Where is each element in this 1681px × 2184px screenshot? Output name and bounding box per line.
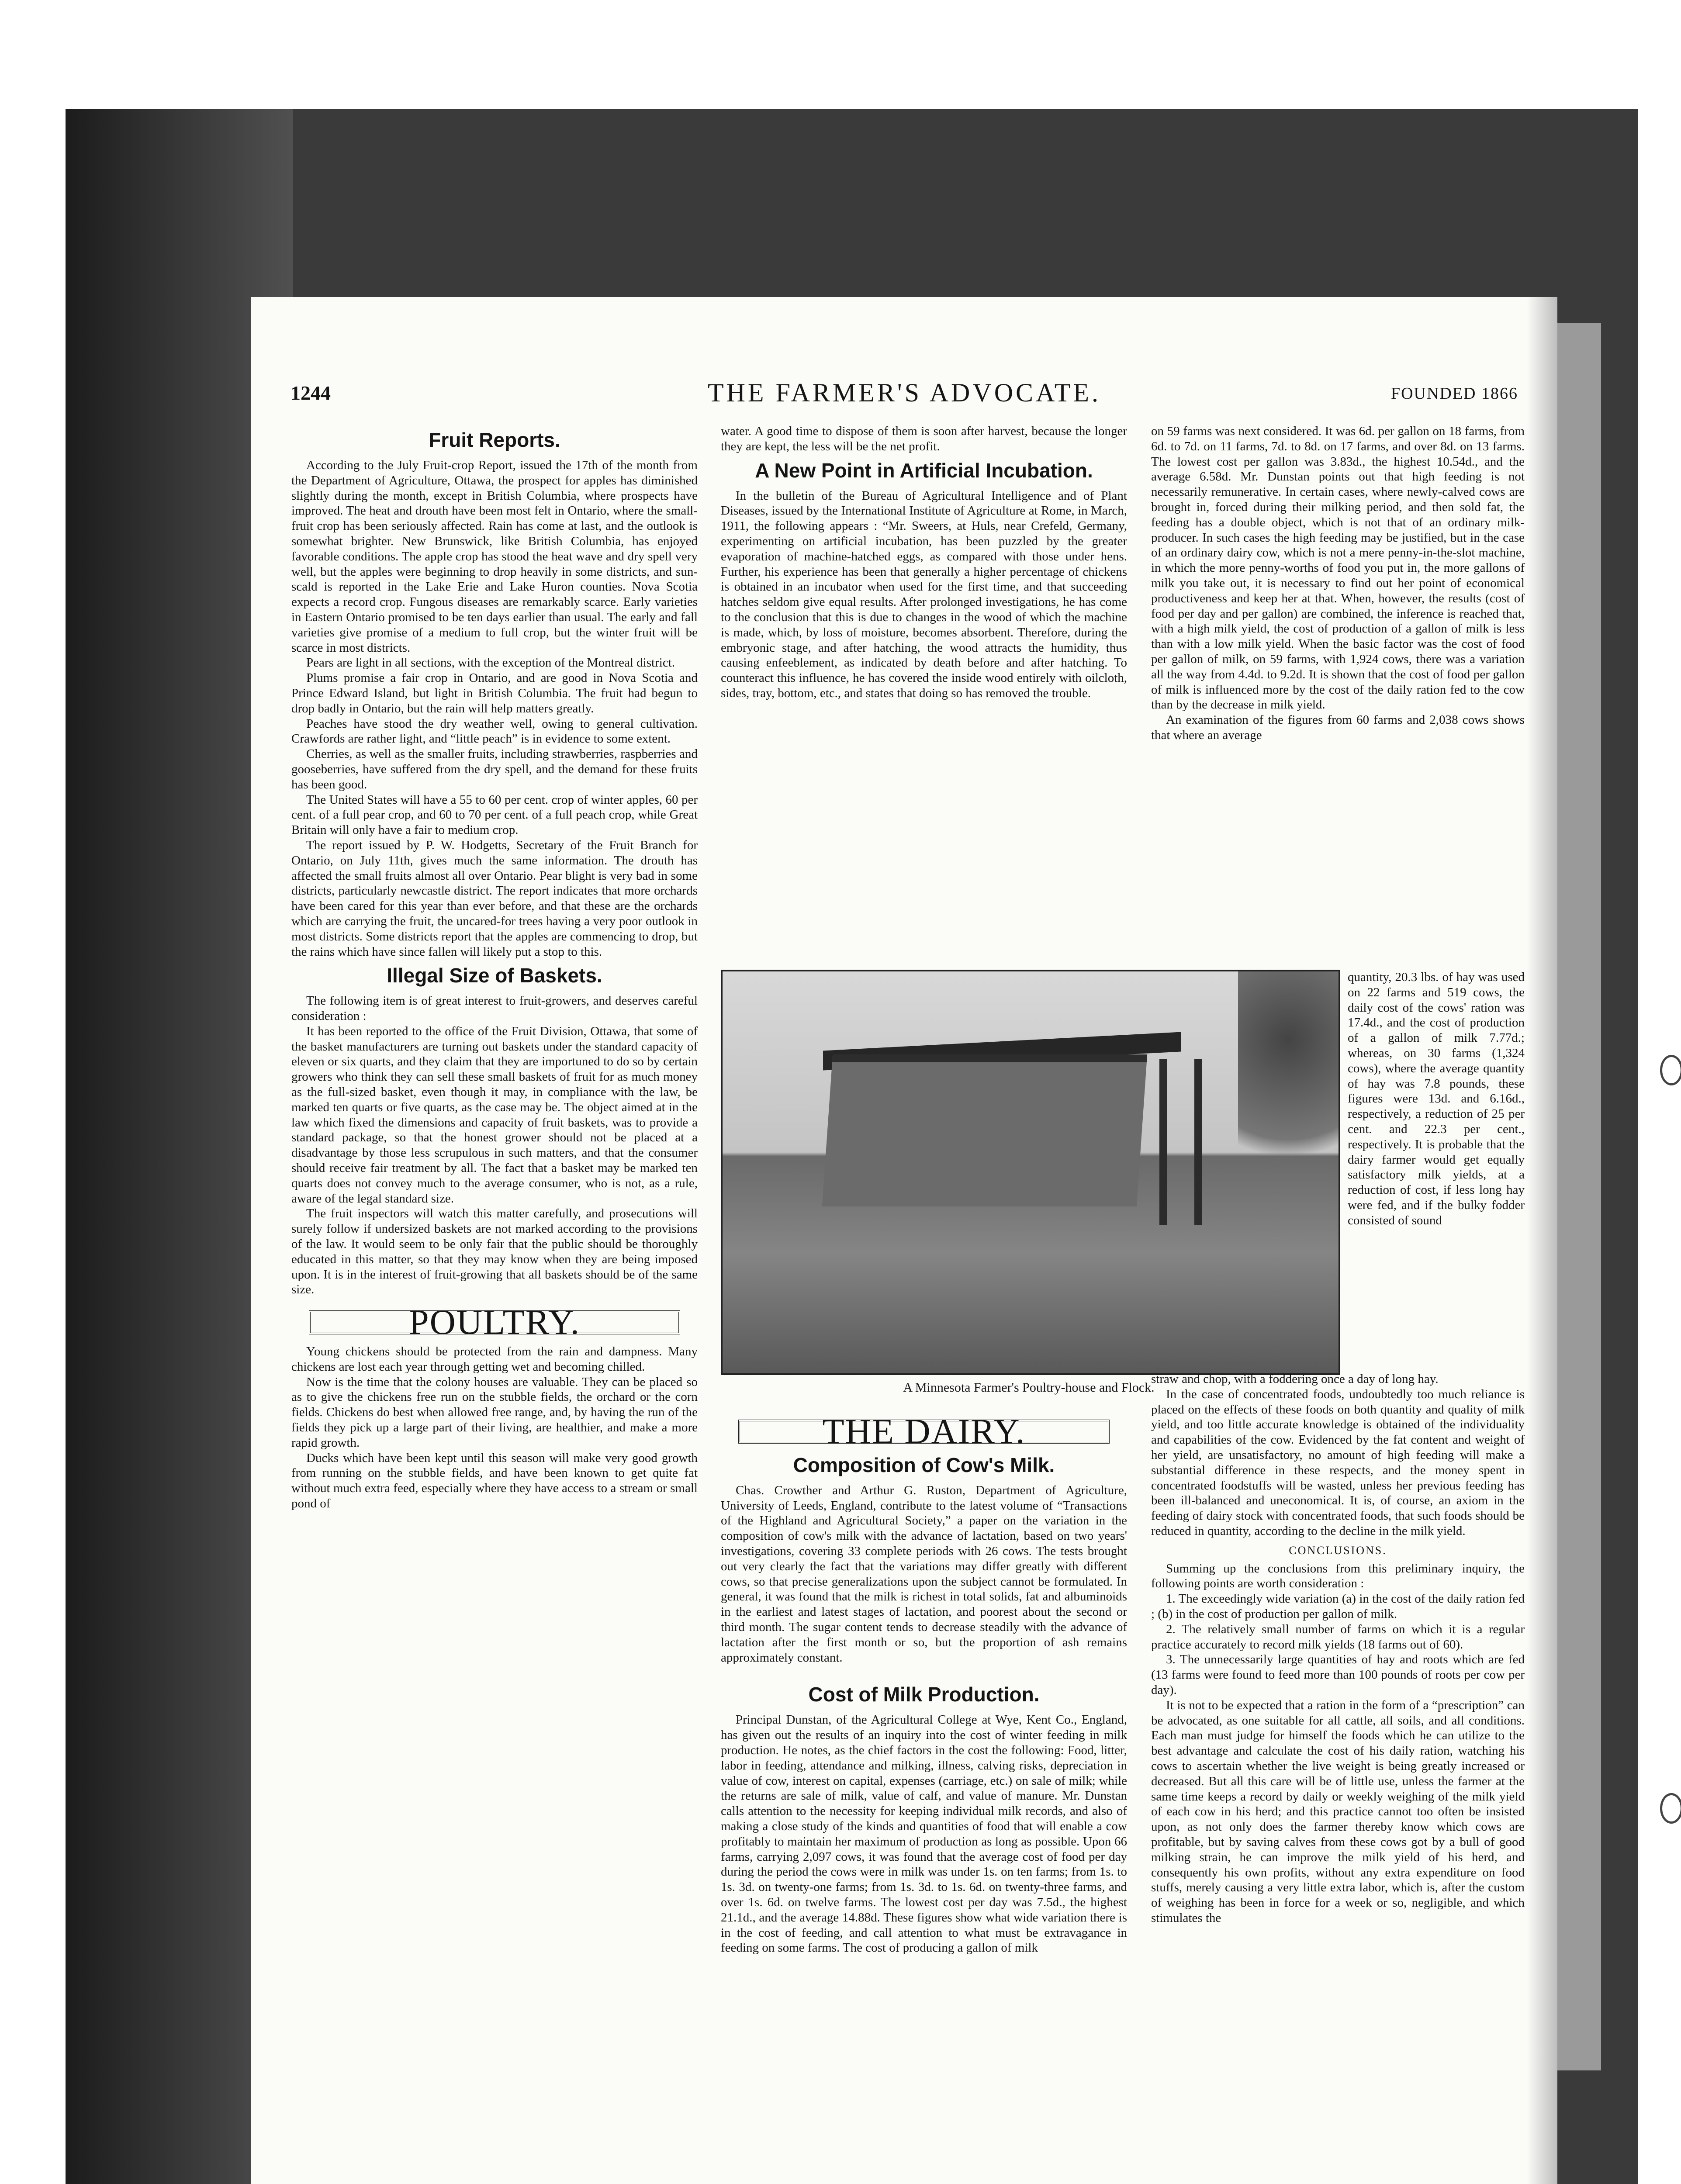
paragraph: straw and chop, with a foddering once a day of long hay. (1151, 1372, 1439, 1386)
paragraph: The fruit inspectors will watch this matter carefully, and prosecutions will surely follow if undersized baskets are not marked according to the provisions of the law. It would seem to be only fair that the public should be thoroughly educated in this matter, so that they may know when they are being imposed upon. It is in the interest of fruit-growing that all baskets should be of the same size. (291, 1206, 698, 1297)
column-2-top (721, 424, 1127, 701)
paragraph: Young chickens should be protected from the rain and dampness. Many chickens are lost each year through getting wet and becoming chilled. (291, 1344, 698, 1374)
page-edge-strip (1557, 323, 1601, 2070)
paragraph: on 59 farms was next considered. It was 6d. per gallon on 18 farms, from 6d. to 7d. on 11 farms, 7d. to 8d. on 17 farms, and over 8d. on 13 farms. The lowest cost per gallon was 3.83d., the highest 10.54d., and the average 6.58d. Mr. Dunstan points out that high feeding is not necessarily remunerative. In certain cases, where newly-calved cows are brought in, forced during their milking period, and then sold fat, the feeding has a double object, which is not that of an ordinary milk-producer. In such cases the high feeding may be justified, but in the case of an ordinary dairy cow, which is not a mere penny-in-the-slot machine, in which the more penny-worths of food you put in, the more gallons of milk you take out, it is necessary to find out her point of economical productiveness and keep her at that. When, however, the results (cost of food per day and per gallon) are combined, the inference is reached that, with a high milk yield, the cost of production of a gallon of milk is less than with a low milk yield. When the basic factor was the cost of food per gallon of milk, on 59 farms, with 1,924 cows, there was a variation all the way from 4.4d. to 9.2d. It is shown that the cost of food per gallon of milk is influenced more by the cost of the daily ration fed to the cow than by the decrease in milk yield. (1151, 424, 1525, 712)
section-title-dairy: THE DAIRY. (738, 1420, 1110, 1444)
paragraph: It is not to be expected that a ration in the form of a “prescription” can be advocated, as one suitable for all cattle, all soils, and all conditions. Each man must judge for himself the foods which he can utilize to the best advantage and calculate the cost of his daily ration, watching his cows to ascertain whether the live weight is being greatly increased or decreased. But all this care will be of little use, unless the farmer at the same time keeps a record by daily or weekly weighing of the milk yield of each cow in his herd; and this practice cannot too often be insisted upon, as not only does the farmer thereby know which cows are profitable, but by saving calves from these cows got by a bull of good milking strain, he can improve the milk yield of his herd, and consequently his own profits, without any extra expenditure on food stuffs, merely causing a very little extra labor, which is, after the custom of weighing has been in force for a week or so, negligible, and which stimulates the (1151, 1698, 1525, 1925)
founded-note: FOUNDED 1866 (1390, 384, 1518, 403)
publication-title: THE FARMER'S ADVOCATE. (707, 378, 1101, 407)
paragraph: Ducks which have been kept until this season will make very good growth from running on the stubble fields, and have been known to get quite fat without much extra feed, especially where they have access to a stream or small pond of (291, 1451, 698, 1510)
binding-hole (1660, 1055, 1681, 1085)
page-number: 1244 (291, 382, 331, 404)
page-header (291, 378, 1518, 407)
poultry-house-photo (721, 970, 1340, 1375)
paragraph: Chas. Crowther and Arthur G. Ruston, Department of Agriculture, University of Leeds, England, contribute to the latest volume of “Transactions of the Highland and Agricultural Society,” a paper on the variation in the composition of cow's milk with the advance of lactation, based on two years' investigations, covering 33 complete periods with 26 cows. The tests brought out very clearly the fact that the variations may differ greatly with different cows, so that precise generalizations upon the subject cannot be formulated. In general, it was found that the milk is richest in total solids, fat and albuminoids in the earliest and latest stages of lactation, and poorest about the second or third month. The sugar content tends to decrease steadily with the advance of lactation after the first month or so, but the proportion of ash remains approximately constant. (721, 1483, 1127, 1665)
paragraph: 3. The unnecessarily large quantities of hay and roots which are fed (13 farms were found to feed more than 100 pounds of roots per cow per day). (1151, 1652, 1525, 1697)
section-title-poultry: POULTRY. (309, 1310, 680, 1334)
post-shape (1194, 1059, 1202, 1225)
photo-wrap-text: quantity, 20.3 lbs. of hay was used on 22 farms and 519 cows, the daily cost of the cows' ration was 17.4d., and the cost of production of a gallon of milk 7.77d.; whereas, on 30 farms (1,324 cows), where the average quantity of hay was 7.8 pounds, these figures were 13d. and 6.16d., respectively, a reduction of 25 per cent. and 22.3 per cent., respectively. It is probable that the dairy farmer would get equally satisfactory milk yields, at a reduction of cost, if less long hay were fed, and if the bulky fodder consisted of sound (1348, 970, 1525, 1227)
post-shape (1159, 1059, 1167, 1225)
newspaper-page (251, 297, 1557, 2184)
paragraph: 1. The exceedingly wide variation (a) in the cost of the daily ration fed ; (b) in the cost of production per gallon of milk. (1151, 1592, 1525, 1621)
conclusions-heading: CONCLUSIONS. (1289, 1544, 1387, 1557)
column-2-bottom (721, 1411, 1127, 1956)
column-1 (291, 424, 698, 1511)
photo-caption: A Minnesota Farmer's Poultry-house and Flock. (903, 1380, 1155, 1395)
column-3-top (1151, 424, 1525, 743)
paragraph: Cherries, as well as the smaller fruits, including strawberries, raspberries and gooseberries, have suffered from the dry spell, and the demand for these fruits has been good. (291, 747, 698, 791)
article-heading: A New Point in Artificial Incubation. (755, 459, 1093, 482)
binding-hole (1660, 1793, 1681, 1824)
paragraph: Summing up the conclusions from this preliminary inquiry, the following points are worth consideration : (1151, 1561, 1525, 1591)
paragraph: In the bulletin of the Bureau of Agricultural Intelligence and of Plant Diseases, issued by the International Institute of Agriculture at Rome, in March, 1911, the following appears : “Mr. Sweers, at Huls, near Crefeld, Germany, experimenting on artificial incubation, has been puzzled by the greater evaporation of machine-hatched eggs, as compared with those under hens. Further, his experience has been that generally a higher percentage of chickens is obtained in an incubator when used for the first time, and that succeeding hatches seldom give equal results. After prolonged investigations, he has come to the conclusion that this is due to changes in the wood of which the machine is made, which, by loss of moisture, becomes absorbent. Therefore, during the embryonic stage, and after hatching, the wood attracts the humidity, thus causing enfeeblement, as indicated by death before and after hatching. To counteract this influence, he has covered the inside wood entirely with oilcloth, sides, tray, bottom, etc., and states that doing so has removed the trouble. (721, 488, 1127, 700)
article-heading: Illegal Size of Baskets. (387, 964, 602, 987)
article-heading: Composition of Cow's Milk. (793, 1453, 1055, 1476)
paragraph: Peaches have stood the dry weather well, owing to general cultivation. Crawfords are rather light, and “little peach” is in evidence to some extent. (291, 716, 698, 746)
paper-edge (1527, 297, 1557, 2184)
paragraph: Pears are light in all sections, with the exception of the Montreal district. (306, 656, 675, 670)
column-3-bottom (1151, 1372, 1525, 1926)
paragraph: Plums promise a fair crop in Ontario, and are good in Nova Scotia and Prince Edward Island, but light in British Columbia. The fruit had begun to drop badly in Ontario, but the rain will help matters greatly. (291, 671, 698, 715)
paragraph: An examination of the figures from 60 farms and 2,038 cows shows that where an average (1151, 713, 1525, 742)
paragraph: The following item is of great interest to fruit-growers, and deserves careful consideration : (291, 994, 698, 1023)
paragraph: 2. The relatively small number of farms on which it is a regular practice accurately to record milk yields (18 farms out of 60). (1151, 1622, 1525, 1652)
tree-shape (1238, 971, 1339, 1199)
paragraph: In the case of concentrated foods, undoubtedly too much reliance is placed on the effects of these foods on both quantity and quality of milk yield, and too little accurate knowledge is obtained of the individuality and capabilities of the cow. Evidenced by the fat content and weight of her yield, are unsatisfactory, no amount of high feeding will make a substantial difference in these respects, and the money spent in concentrated foodstuffs will be wasted, unless her previous feeding has been ill-balanced and uneconomical. It is, of course, an axiom in the feeding of dairy stock with concentrated foods, that such foods should be reduced in quantity, according to the decline in the milk yield. (1151, 1387, 1525, 1538)
paragraph: The United States will have a 55 to 60 per cent. crop of winter apples, 60 per cent. of a full pear crop, and 60 to 70 per cent. of a full peach crop, while Great Britain will only have a fair to medium crop. (291, 792, 698, 837)
article-heading: Cost of Milk Production. (808, 1683, 1040, 1706)
paragraph: Principal Dunstan, of the Agricultural College at Wye, Kent Co., England, has given out the results of an inquiry into the cost of winter feeding in milk production. He notes, as the chief factors in the cost the following: Food, litter, labor in feeding, attendance and milking, illness, calving risks, depreciation in value of cow, interest on capital, expenses (carriage, etc.) on sale of milk; while the returns are sale of milk, value of calf, and value of manure. Mr. Dunstan calls attention to the necessity for keeping individual milk records, and also of making a close study of the kinds and quantities of food that will enable a cow profitably to maintain her maximum of production as long as possible. Upon 66 farms, carrying 2,097 cows, it was found that the average cost of food per day during the period the cows were in milk was under 1s. on ten farms; from 1s. to 1s. 3d. on twenty-one farms; from 1s. 3d. to 1s. 6d. on twenty-three farms, and over 1s. 6d. on twelve farms. The lowest cost per day was 7.5d., the highest 21.1d., and the average 14.88d. These figures show what wide variation there is in the cost of feeding, and call attention to what must be extravagance in feeding on some farms. The cost of producing a gallon of milk (721, 1713, 1127, 1955)
poultry-house-shape (822, 1054, 1147, 1206)
article-heading: Fruit Reports. (429, 429, 560, 451)
paragraph: water. A good time to dispose of them is soon after harvest, because the longer they are kept, the less will be the net profit. (721, 424, 1127, 453)
paragraph: The report issued by P. W. Hodgetts, Secretary of the Fruit Branch for Ontario, on July 11th, gives much the same information. The drouth has affected the small fruits almost all over Ontario. Pear blight is very bad in some districts, particularly newcastle district. The report indicates that more orchards have been cared for this year than ever before, and that these are the orchards which are carrying the fruit, the uncared-for trees having a very poor outlook in most districts. Some districts report that the apples are commencing to drop, but the rains which have since fallen will likely put a stop to this. (291, 838, 698, 959)
paragraph: Now is the time that the colony houses are valuable. They can be placed so as to give the chickens free run on the stubble fields, the orchard or the corn fields. Chickens do best when allowed free range, and, by having the run of the fields they pick up a large part of their living, are healthier, and make a more rapid growth. (291, 1375, 698, 1450)
paragraph: It has been reported to the office of the Fruit Division, Ottawa, that some of the basket manufacturers are turning out baskets under the standard capacity of eleven or six quarts, and they claim that they are importuned to do so by certain growers who think they can sell these small baskets of fruit for as much money as the full-sized basket, even though it may, in compliance with the law, be marked ten quarts or five quarts, as the case may be. The object aimed at in the law which fixed the dimensions and capacity of fruit baskets, was to provide a standard package, so that the honest grower should not be placed at a disadvantage by those less scrupulous in such matters, and that the consumer should receive fair treatment by all. The fact that a basket may be marked ten quarts does not convey much to the average consumer, who is not, as a rule, aware of the legal standard size. (291, 1024, 698, 1206)
paragraph: According to the July Fruit-crop Report, issued the 17th of the month from the Department of Agriculture, Ottawa, the prospect for apples has diminished slightly during the month, except in British Columbia, where prospects have improved. The heat and drouth have been most felt in Ontario, where the small-fruit crop has been seriously affected. Rain has come at last, and the outlook is somewhat brighter. New Brunswick, like British Columbia, has enjoyed favorable conditions. The apple crop has stood the heat wave and dry spell very well, but the apples were beginning to drop heavily in some districts, and sun-scald is reported in the Lake Erie and Lake Huron counties. Nova Scotia expects a record crop. Fungous diseases are remarkably scarce. Early varieties in Eastern Ontario promised to be ten days earlier than usual. The early and fall varieties give promise of a medium to full crop, but the winter fruit will be scarce in most districts. (291, 458, 698, 655)
